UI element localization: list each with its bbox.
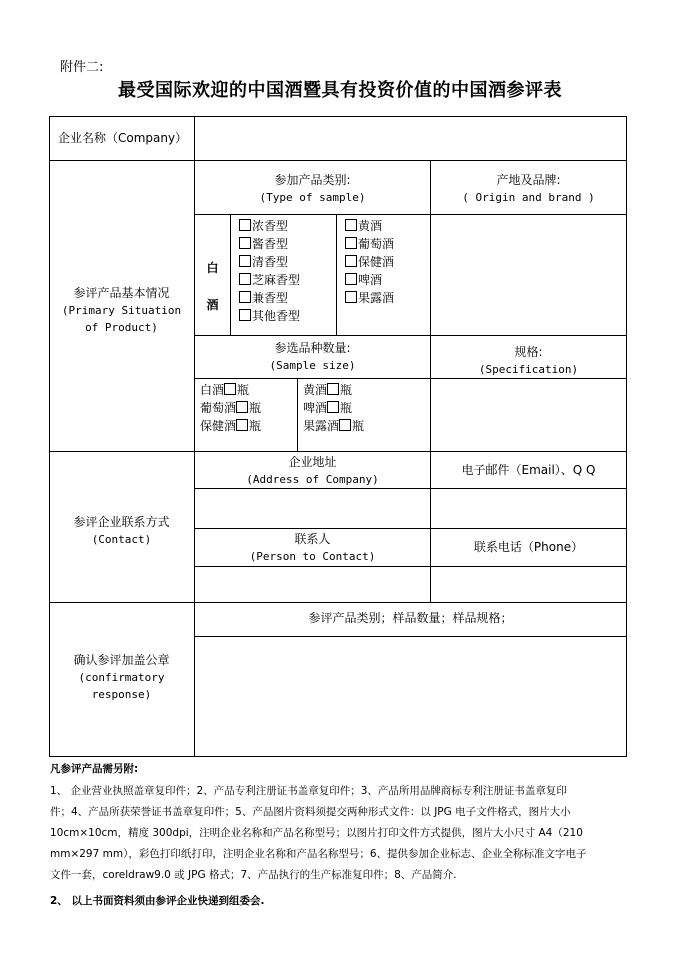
checkbox[interactable] xyxy=(239,291,251,303)
confirm-section-label: 确认参评加盖公章 (confirmatory response) xyxy=(73,653,170,701)
origin-brand-header: 产地及品牌: ( Origin and brand ) xyxy=(462,173,595,204)
origin-brand-field[interactable] xyxy=(432,216,625,334)
checkbox[interactable] xyxy=(345,219,357,231)
notes-heading: 凡参评产品需另附: xyxy=(50,763,139,775)
confirm-header: 参评产品类别；样品数量；样品规格； xyxy=(308,611,513,625)
checkbox[interactable] xyxy=(345,291,357,303)
page-title: 最受国际欢迎的中国酒暨具有投资价值的中国酒参评表 xyxy=(118,80,562,101)
email-header: 电子邮件（Email）、Q Q xyxy=(461,463,596,477)
sample-size-header: 参选品种数量: (Sample size) xyxy=(269,341,356,372)
address-header: 企业地址 (Address of Company) xyxy=(246,455,379,486)
checkbox-option[interactable]: 啤酒 xyxy=(345,271,394,289)
specification-field[interactable] xyxy=(432,380,625,450)
annex-label: 附件二: xyxy=(60,60,104,75)
checkbox-option[interactable]: 葡萄酒 xyxy=(345,235,394,253)
contact-person-header: 联系人 (Person to Contact) xyxy=(249,532,376,563)
checkbox[interactable] xyxy=(239,237,251,249)
phone-field[interactable] xyxy=(432,568,625,601)
checkbox-option[interactable]: 兼香型 xyxy=(239,289,300,307)
sample-count-item[interactable]: 保健酒 瓶 xyxy=(200,419,262,433)
sample-count-item[interactable]: 果露酒 瓶 xyxy=(303,419,365,433)
address-field[interactable] xyxy=(196,490,429,527)
baijiu-type-list xyxy=(239,217,300,325)
phone-header: 联系电话（Phone） xyxy=(473,540,584,554)
sample-count-item[interactable]: 黄酒 瓶 xyxy=(303,383,353,397)
checkbox-option[interactable]: 芝麻香型 xyxy=(239,271,300,289)
quantity-box[interactable] xyxy=(327,383,339,395)
specification-header: 规格: (Specification) xyxy=(478,345,579,376)
checkbox-option[interactable]: 其他香型 xyxy=(239,307,300,325)
contact-section-label: 参评企业联系方式 (Contact) xyxy=(73,515,170,546)
checkbox-option[interactable]: 保健酒 xyxy=(345,253,394,271)
checkbox-option[interactable]: 酱香型 xyxy=(239,235,300,253)
sample-count-item[interactable]: 啤酒 瓶 xyxy=(303,401,353,415)
checkbox[interactable] xyxy=(345,255,357,267)
checkbox[interactable] xyxy=(239,309,251,321)
company-label: 企业名称（Company） xyxy=(58,131,188,145)
company-name-field[interactable] xyxy=(196,118,624,158)
sample-count-item[interactable]: 葡萄酒 瓶 xyxy=(200,401,262,415)
other-type-list xyxy=(345,217,394,307)
quantity-box[interactable] xyxy=(236,419,248,431)
checkbox-option[interactable]: 果露酒 xyxy=(345,289,394,307)
contact-person-field[interactable] xyxy=(196,568,429,601)
sample-size-left xyxy=(200,381,261,435)
seal-area[interactable] xyxy=(196,638,625,755)
checkbox[interactable] xyxy=(239,273,251,285)
sample-type-header: 参加产品类别: (Type of sample) xyxy=(259,173,366,204)
quantity-box[interactable] xyxy=(327,401,339,413)
quantity-box[interactable] xyxy=(224,383,236,395)
checkbox-option[interactable]: 清香型 xyxy=(239,253,300,271)
product-section-label: 参评产品基本情况 (Primary Situation of Product) xyxy=(61,286,182,334)
quantity-box[interactable] xyxy=(339,419,351,431)
checkbox[interactable] xyxy=(239,255,251,267)
checkbox[interactable] xyxy=(345,237,357,249)
email-field[interactable] xyxy=(432,490,625,527)
baijiu-label: 白 酒 xyxy=(206,261,219,312)
checkbox-option[interactable]: 浓香型 xyxy=(239,217,300,235)
sample-count-item[interactable]: 白酒 瓶 xyxy=(200,383,250,397)
sample-size-right xyxy=(303,381,364,435)
checkbox[interactable] xyxy=(239,219,251,231)
quantity-box[interactable] xyxy=(236,401,248,413)
notes-item-2: 2、 以上书面资料须由参评企业快递到组委会. xyxy=(50,895,265,907)
notes-item-1: 1、 企业营业执照盖章复印件；2、产品专利注册证书盖章复印件；3、产品所用品牌商标专利注册证书盖章复印 件；4、产品所获荣誉证书盖章复印件；5、产品图片资料须提交两种形式文件：以 JPG 电子文件格式，图片大小 10cm×10cm，精度 300dpi，注明企业名称和产品名称型号；以图片打印文件方式提供，图片大小尺寸 A4（210 mm×297 mm），彩色打印纸打印，注明企业名称和产品名称型号；6、提供参加企业标志、企业全称标准文字电子 文件一套，coreldraw9.0 或 JPG 格式；7、产品执行的生产标准复印件；8、产品简介. xyxy=(50,785,587,881)
checkbox[interactable] xyxy=(345,273,357,285)
checkbox-option[interactable]: 黄酒 xyxy=(345,217,394,235)
